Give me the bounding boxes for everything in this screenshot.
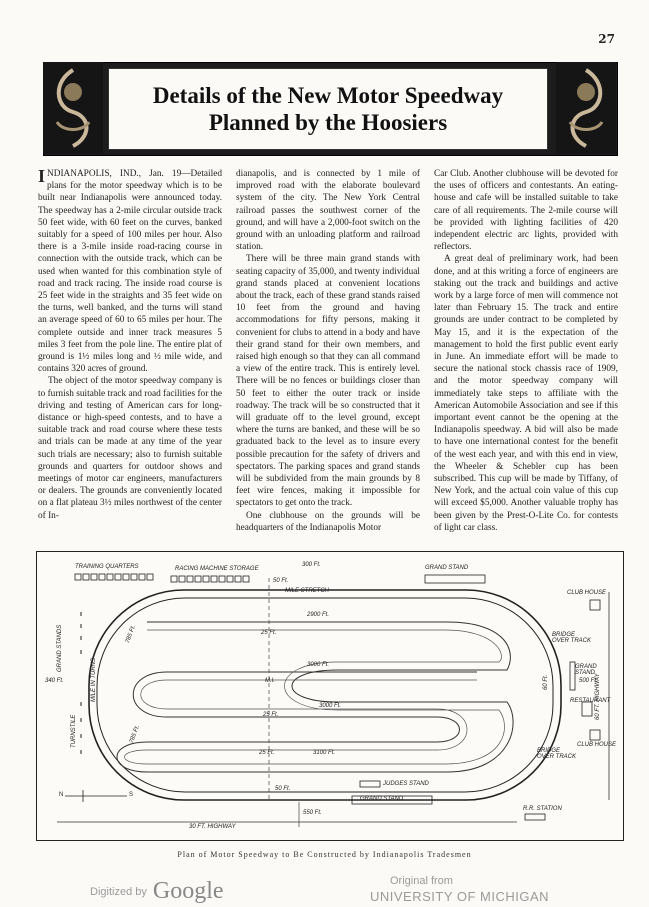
label-mile-stretch: MILE STRETCH [285,588,330,594]
title-box [108,68,548,150]
label-club-house-top: CLUB HOUSE [567,590,607,596]
label-restaurant: RESTAURANT [570,698,611,704]
col3-paragraph-1: Car Club. Another clubhouse will be devoted for the uses of officers and contestants. An eating-house and cafe will be installed suitable to take care of all requirements. The 2-mile course will be provided with lighting facilities of 420 independent electric arc lights, provided with reflectors. [434,169,618,253]
label-25ft-a: 25 Ft. [261,630,277,636]
compass-south: S [129,792,134,798]
label-60ft: 60 Ft. [543,674,549,690]
speedway-plan-map [36,551,624,841]
label-grand-stand-right: GRAND STAND [575,664,597,676]
label-300ft: 300 Ft. [302,562,321,568]
column-3 [434,168,618,538]
article-title-line-1: Details of the New Motor Speedway [152,83,504,108]
label-turnstile: TURNSTILE [71,714,77,748]
label-highway-bottom: 30 FT. HIGHWAY [189,824,236,830]
label-550ft: 550 Ft. [303,810,322,816]
label-bridge-top: BRIDGE OVER TRACK [552,632,592,644]
label-grand-stands-left: GRAND STANDS [57,624,63,672]
label-racing-machine-storage: RACING MACHINE STORAGE [175,566,259,572]
original-from-watermark [370,874,549,904]
col1-paragraph-2: The object of the motor speedway company is to furnish suitable track and road facilities for the driving and testing of American cars for long-distance or high-speed contests, and to have a suitable track and road course where these tests and trials can be made at any time of the year such trials are necessary; also to furnish suitable grounds and quarters for outdoor shows and meetings of motor car engineers, manufacturers or dealers. The grounds are conveniently located on a flat plateau 3½ miles northwest of the center of In- [38,376,222,521]
label-grand-stand-top: GRAND STAND [425,565,469,571]
label-500ft: 500 Ft. [579,678,598,684]
original-from-text: Original from [390,875,453,887]
label-bridge-bottom: BRIDGE OVER TRACK [537,748,577,760]
column-2 [236,168,420,538]
article-title-line-2: Planned by the Hoosiers [208,110,448,135]
label-mile-in-turns: MILE IN TURNS [91,657,97,702]
article-columns [38,168,618,538]
label-club-house-bottom: CLUB HOUSE [577,742,617,748]
compass-north: N [59,792,64,798]
col1-paragraph-1 [38,168,222,375]
label-25ft-b: 25 Ft. [263,712,279,718]
col2-paragraph-2: There will be three main grand stands with seating capacity of 35,000, and twenty individual grand stands placed at convenient locations about the track, each of these grand stands raised 10 feet from the ground and having accommodations for fifty persons, making it convenient for clubs to attend in a body and have their grand stand for their own members, and raised high enough so that they can all command a view of the entire track. This is entirely level. There will be no fences or buildings closer than 50 feet to either the outer track or inside roadway. The track will be so constructed that it will graduate off to the level ground, except where the turns are banked, and these will be so graduated back to the level as to insure every possible precaution for the safety of drivers and spectators. The parking spaces and grand stands will be subdivided from the main grounds by 8 feet wire fences, making it impossible for spectators to get onto the track. [236,254,420,509]
col1-p1-text: NDIANAPOLIS, IND., Jan. 19—Detailed plans for the motor speedway which is to be built near Indianapolis were announced today. The speedway has a 2-mile circular outside track 50 feet wide, with 60 feet on the curves, banked suitably for a speed of 100 miles per hour. Also there is a 3-mile inside road-racing course in connection with the outside track, which can be used when wanted for this combination style of road and track racing. The inside road course is 25 feet wide in the straights and 35 feet wide on the turns, well banked, and the turns will stand an average speed of 60 to 65 miles per hour. The complete outside and inner track measures 5 miles 3 feet from the pole line. The entire plat of ground is 1½ miles long and ½ mile wide, and contains 320 acres of ground. [38,169,222,375]
label-785ft-right: 785 Ft. [129,724,142,745]
label-mi: M.I. [265,678,275,684]
label-highway-right: 60 FT. HIGHWAY [595,673,601,720]
map-caption: Plan of Motor Speedway to Be Constructed by Indianapolis Tradesmen [177,850,472,859]
label-judges-stand: JUDGES STAND [383,781,429,787]
ornament-right [556,62,616,154]
label-340ft: 340 Ft. [45,678,64,684]
label-2900ft: 2900 Ft. [307,612,330,618]
col2-paragraph-1: dianapolis, and is connected by 1 mile of improved road with the elaborate boulevard system of the city. The New York Central railroad passes the southwest corner of the ground, and will have a 2,000-foot switch on the ground with an unloading platform and railroad station. [236,169,420,253]
label-785ft-left: 785 Ft. [125,624,138,645]
col2-paragraph-3: One clubhouse on the grounds will be headquarters of the Indianapolis Motor [236,510,420,533]
university-text: UNIVERSITY OF MICHIGAN [370,889,550,904]
google-logo: Google [152,878,224,904]
speedway-plan-drawing [37,552,623,840]
label-50ft-top: 50 Ft. [273,578,289,584]
drop-cap: I [38,168,46,186]
ornament-left [43,62,103,154]
col3-paragraph-2: A great deal of preliminary work, had been done, and at this writing a force of engineers are staking out the track and buildings and active work by a large force of men will commence not later than February 15. The track and entire grounds are under contract to be completed by May 15, and it is the expectation of the management to hold the first public event early in June. An immediate effort will be made to secure the national stock chassis race of 1909, and the motor speedway company will immediately take steps to affiliate with the American Automobile Association and see if this important event cannot be the opening at the Indianapolis speedway. A bid will also be made to have one international contest for the benefit of the west each year, and with this end in view, the Wheeler & Schebler cup has been subscribed. This cup will be made by Tiffany, of New York, and the actual coin value of this cup will exceed $5,000. Another valuable trophy has been given by the Prest-O-Lite Co. for contests of light car class. [434,254,618,533]
label-rr-station: R.R. STATION [523,806,562,812]
label-3000ft-a: 3000 Ft. [307,662,330,668]
label-3100ft: 3100 Ft. [313,750,336,756]
column-1 [38,168,222,538]
label-grand-stand-bottom: GRAND STAND [360,796,404,802]
label-3000ft-b: 3000 Ft. [319,703,342,709]
digitized-watermark [90,878,224,905]
label-50ft-bottom: 50 Ft. [275,786,291,792]
label-25ft-c: 25 Ft. [259,750,275,756]
page-number: 27 [598,32,615,46]
digitized-by-text: Digitized by [90,885,147,898]
label-training-quarters: TRAINING QUARTERS [75,564,139,570]
